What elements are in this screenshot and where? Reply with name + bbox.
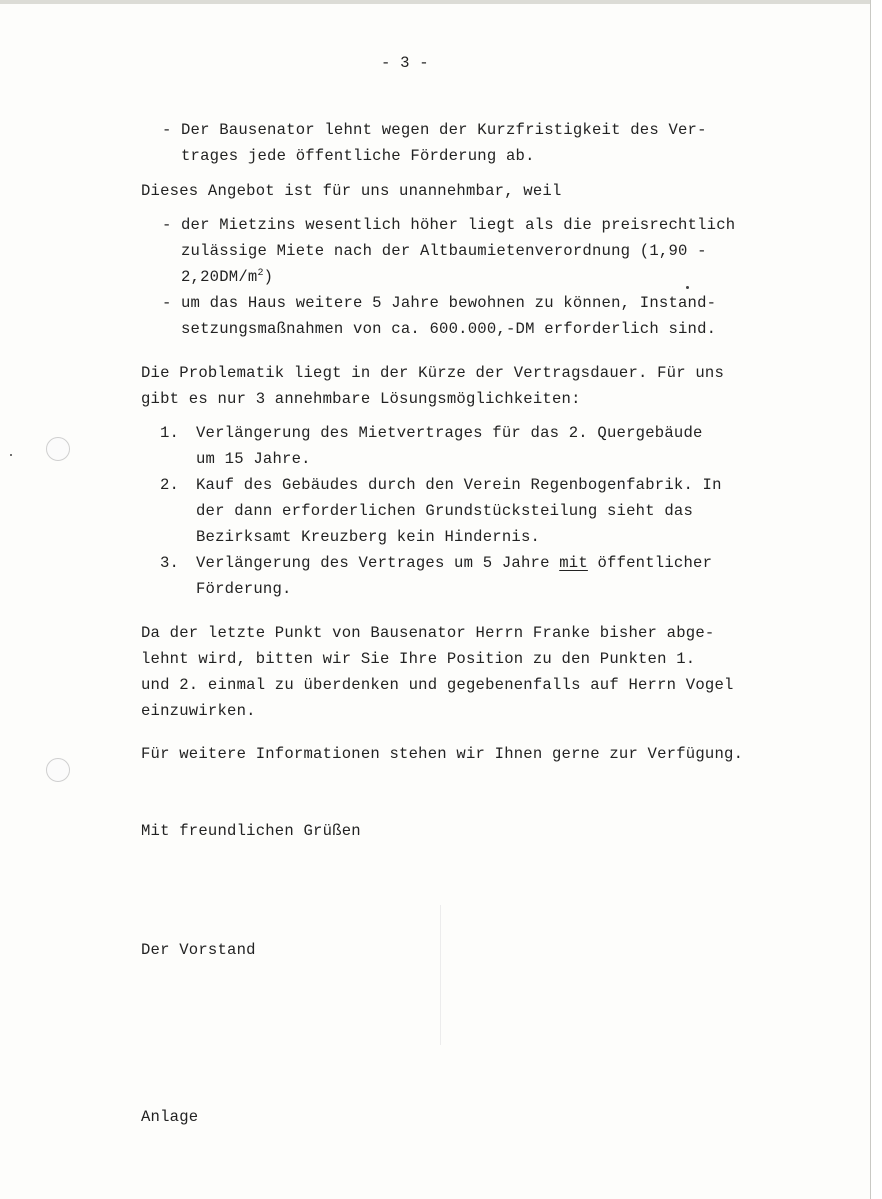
bullet-marker: - (162, 294, 172, 312)
problem-line: Die Problematik liegt in der Kürze der Vertragsdauer. Für uns (141, 364, 725, 382)
option-line: Förderung. (196, 580, 292, 598)
bullet-marker: - (162, 216, 172, 234)
option-text: Verlängerung des Vertrages um 5 Jahre (196, 554, 560, 572)
option-line: um 15 Jahre. (196, 450, 311, 468)
scan-speck (686, 286, 689, 289)
info-line: Für weitere Informationen stehen wir Ihnen gerne zur Verfügung. (141, 745, 744, 763)
price-range-end: 2,20DM/m (181, 268, 258, 286)
request-line: einzuwirken. (141, 702, 256, 720)
bullet-line: Der Bausenator lehnt wegen der Kurzfristigkeit des Ver- (181, 121, 707, 139)
bullet-line: trages jede öffentliche Förderung ab. (181, 147, 535, 165)
signature-line: Der Vorstand (141, 941, 256, 959)
option-number: 2. (160, 476, 180, 494)
enclosure-label: Anlage (141, 1108, 199, 1126)
bullet-marker: - (162, 121, 172, 139)
punch-hole (46, 758, 70, 782)
page-number: - 3 - (381, 54, 429, 72)
reason-line: setzungsmaßnahmen von ca. 600.000,-DM erforderlich sind. (181, 320, 717, 338)
intro-line: Dieses Angebot ist für uns unannehmbar, weil (141, 182, 562, 200)
underlined-word: mit (559, 554, 588, 572)
reason-line: der Mietzins wesentlich höher liegt als die preisrechtlich (181, 216, 736, 234)
problem-line: gibt es nur 3 annehmbare Lösungsmöglichkeiten: (141, 390, 581, 408)
reason-line-unit (181, 268, 273, 286)
reason-line: um das Haus weitere 5 Jahre bewohnen zu können, Instand- (181, 294, 717, 312)
reason-line: zulässige Miete nach der Altbaumietenverordnung (1,90 - (181, 242, 707, 260)
page-top-edge (0, 0, 870, 4)
paper-fold-mark (440, 905, 441, 1045)
option-line: Kauf des Gebäudes durch den Verein Regenbogenfabrik. In (196, 476, 722, 494)
closing-paren: ) (263, 268, 274, 286)
option-number: 1. (160, 424, 180, 442)
request-line: und 2. einmal zu überdenken und gegebenenfalls auf Herrn Vogel (141, 676, 734, 694)
option-line: der dann erforderlichen Grundstücksteilung sieht das (196, 502, 694, 520)
option-text: öffentlicher (587, 554, 713, 572)
option-number: 3. (160, 554, 180, 572)
punch-hole (46, 437, 70, 461)
request-line: lehnt wird, bitten wir Sie Ihre Position zu den Punkten 1. (141, 650, 696, 668)
scan-speck (10, 454, 12, 456)
option-line: Verlängerung des Mietvertrages für das 2. Quergebäude (196, 424, 703, 442)
option-line: Bezirksamt Kreuzberg kein Hindernis. (196, 528, 541, 546)
closing-greeting: Mit freundlichen Grüßen (141, 822, 361, 840)
request-line: Da der letzte Punkt von Bausenator Herrn Franke bisher abge- (141, 624, 715, 642)
option-line (196, 554, 712, 572)
superscript-exponent: 2 (257, 268, 264, 279)
